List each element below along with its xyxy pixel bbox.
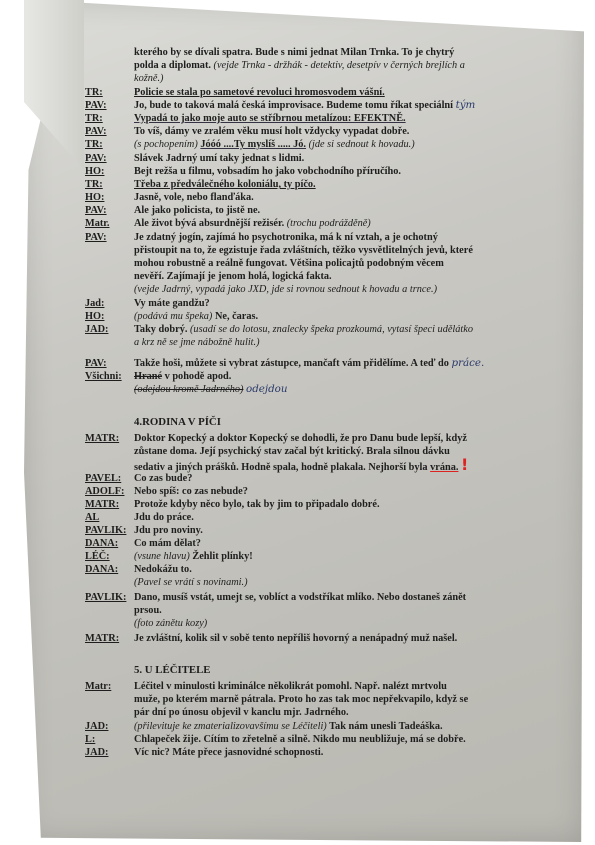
stage-direction: (s pochopením) xyxy=(134,139,198,150)
dialog-text: Ale život bývá absurdnější režisér. xyxy=(134,218,285,229)
intro-direction-1: (vejde Trnka - držhák - detektiv, desetpív v černých brejlích a xyxy=(213,60,465,71)
dialog-line xyxy=(85,537,509,550)
dialog-text: Nedokážu to. xyxy=(134,564,192,575)
dialog-line xyxy=(85,86,509,99)
dialog-text: Bejt režša u filmu, vobsadím ho jako vobchodního příručího. xyxy=(134,166,401,177)
dialog-continuation: muže, po kterém marně pátrala. Proto ho zas tak moc nepřekvapilo, když se xyxy=(134,694,469,705)
stage-direction: (vejde Jadrný, vypadá jako JXD, jde si rovnou sednout k hovadu a trnce.) xyxy=(134,284,437,295)
underlined-word: vrána. xyxy=(430,462,459,473)
dialog-line xyxy=(85,733,509,746)
dialog-continuation: mohou robustně a reálně fungovat. Většina policajtů podobným věcem xyxy=(134,258,444,269)
dialog-text: Tak nám unesli Tadeáška. xyxy=(329,721,443,732)
dialog-text: Taky dobrý. xyxy=(134,324,188,335)
speaker-label: TR: xyxy=(85,113,103,124)
dialog-text: Víc nic? Máte přece jasnovidné schopnosti. xyxy=(134,747,324,758)
dialog-line xyxy=(85,191,509,204)
dialog-line xyxy=(85,178,509,191)
dialog-line xyxy=(85,591,509,604)
speaker-label: PAV: xyxy=(85,126,107,137)
dialog-text: Jdu do práce. xyxy=(134,512,194,523)
dialog-text: Je zvláštní, kolik sil v sobě tento nepříliš hovorný a nenápadný muž našel. xyxy=(134,633,458,644)
dialog-continuation: zůstane doma. Její psychický stav začal být kritický. Brala silnou dávku xyxy=(134,446,450,457)
speaker-label: PAV: xyxy=(85,232,107,243)
speaker-label: TR: xyxy=(85,87,103,98)
dialog-text: To víš, dámy ve zralém věku musí holt vždycky vypadat dobře. xyxy=(134,126,410,137)
speaker-label: TR: xyxy=(85,179,103,190)
dialog-line xyxy=(85,99,509,112)
intro-line-3 xyxy=(134,72,509,85)
intro-text-2: polda a diplomat. xyxy=(134,60,211,71)
speaker-label: Matr: xyxy=(85,681,112,692)
speaker-label: HO: xyxy=(85,166,105,177)
dialog-line xyxy=(85,112,509,125)
speaker-label: PAVLIK: xyxy=(85,525,127,536)
intro-line-2 xyxy=(134,59,509,72)
dialog-line xyxy=(85,204,509,217)
dialog-text: Jasně, vole, nebo flanďáka. xyxy=(134,192,254,203)
intro-direction-2: kožně.) xyxy=(134,73,164,84)
speaker-label: DANA: xyxy=(85,538,119,549)
speaker-label: Matr. xyxy=(85,218,110,229)
dialog-line xyxy=(85,125,509,138)
speaker-label: PAV: xyxy=(85,358,107,369)
stage-direction: (Pavel se vrátí s novinami.) xyxy=(134,577,248,588)
dialog-text: Vy máte gandžu? xyxy=(134,298,210,309)
dialog-text: Policie se stala po sametové revoluci hromosvodem vášní. xyxy=(134,87,385,98)
speaker-label: PAV: xyxy=(85,205,107,216)
dialog-line xyxy=(85,550,509,563)
dialog-continuation: pár dní po únosu objevil v kanclu mjr. Jadrného. xyxy=(134,707,349,718)
speaker-label: Všichni: xyxy=(85,371,122,382)
dialog-line xyxy=(85,746,509,759)
dialog-text: Ne, čaras. xyxy=(214,311,259,322)
dialog-text: Co zas bude? xyxy=(134,473,193,484)
dialog-line xyxy=(85,720,509,733)
dialog-line xyxy=(85,563,509,576)
intro-text-1: kterého by se dívali spatra. Bude s nimi jednat Milan Trnka. To je chytrý xyxy=(134,47,455,58)
speaker-label: JAD: xyxy=(85,747,109,758)
dialog-continuation: přistoupit na to, že egzistuje řada zvláštních, těžko vysvětlitelných jevů, které xyxy=(134,245,473,256)
speaker-label: TR: xyxy=(85,139,103,150)
dialog-line xyxy=(85,680,509,693)
stage-direction: (vsune hlavu) xyxy=(134,551,190,562)
stage-direction: (jde si sednout k hovadu.) xyxy=(308,139,415,150)
dialog-text: Takže hoši, můžete si vybrat zástupce, mančaft vám přidělíme. A teď do xyxy=(134,358,449,369)
speaker-label: MATR: xyxy=(85,499,120,510)
intro-line-1 xyxy=(134,46,509,59)
handwritten-note: odejdou xyxy=(246,383,288,395)
speaker-label: MATR: xyxy=(85,433,120,444)
handwritten-note: tým xyxy=(455,99,476,111)
speaker-label: HO: xyxy=(85,192,105,203)
dialog-text: Chlapeček žije. Cítím to zřetelně a silně. Nikdo mu neubližuje, má se dobře. xyxy=(134,734,466,745)
speaker-label: JAD: xyxy=(85,324,109,335)
dialog-line xyxy=(85,217,509,230)
stage-direction: a krz ně se jme nábožně hulit.) xyxy=(134,337,260,348)
stage-direction: (foto zánětu kozy) xyxy=(134,618,208,629)
speaker-label: PAVEL: xyxy=(85,473,122,484)
stage-direction: (trochu podrážděně) xyxy=(286,218,371,229)
speaker-label: ADOLF: xyxy=(85,486,125,497)
dialog-continuation: sedativ a jiných prášků. Hodně spala, hodně plakala. Nejhorší byla xyxy=(134,462,428,473)
section-heading: 4.RODINA V PÍČI xyxy=(134,416,221,428)
struck-direction: (odejdou kromě Jadrného) xyxy=(134,384,244,395)
dialog-line xyxy=(85,472,509,485)
dialog-line xyxy=(85,524,509,537)
dialog-line xyxy=(85,511,509,524)
dialog-text: Jo, bude to taková malá česká improvisace. Budeme tomu říkat speciální xyxy=(134,100,454,111)
dialog-continuation: prsou. xyxy=(134,605,162,616)
dialog-text: Dano, musíš vstát, umejt se, voblíct a vodstříkat mlíko. Nebo dostaneš zánět xyxy=(134,592,467,603)
dialog-text: Co mám dělat? xyxy=(134,538,201,549)
dialog-line xyxy=(85,632,509,645)
dialog-text: Vypadá to jako moje auto se stříbrnou metalízou: EFEKTNĚ. xyxy=(134,113,406,124)
handwritten-note: práce. xyxy=(451,357,485,369)
speaker-label: PAV: xyxy=(85,153,107,164)
dialog-line xyxy=(85,297,509,310)
dialog-text: Doktor Kopecký a doktor Kopecký se dohodli, že pro Danu bude lepší, když xyxy=(134,433,467,444)
dialog-text: Jdu pro noviny. xyxy=(134,525,203,536)
speaker-label: L: xyxy=(85,734,96,745)
speaker-label: Jad: xyxy=(85,298,105,309)
speaker-label: LÉČ: xyxy=(85,551,110,562)
speaker-label: AL xyxy=(85,512,100,523)
dialog-text: Slávek Jadrný umí taky jednat s lidmi. xyxy=(134,153,305,164)
speaker-label: DANA: xyxy=(85,564,119,575)
dialog-text: Je zdatný jogín, zajímá ho psychotronika, má k ní vztah, a je ochotný xyxy=(134,232,438,243)
dialog-text: Nebo spíš: co zas nebude? xyxy=(134,486,248,497)
dialog-line xyxy=(85,165,509,178)
speaker-label: HO: xyxy=(85,311,105,322)
dialog-text: Protože kdyby něco bylo, tak by jim to připadalo dobré. xyxy=(134,499,380,510)
stage-direction: (přilevituje ke zmaterializovavšímu se Léčiteli) xyxy=(134,721,327,732)
dialog-text: Třeba z předválečného koloniálu, ty píčo. xyxy=(134,179,316,190)
dialog-line xyxy=(85,231,509,244)
exclamation-mark-icon: ! xyxy=(461,455,469,474)
dialog-continuation: nevěří. Zajímají je jenom holá, logická fakta. xyxy=(134,271,332,282)
speaker-label: MATR: xyxy=(85,633,120,644)
dialog-text: Léčitel v minulosti kriminálce několikrát pomohl. Např. nalézt mrtvolu xyxy=(134,681,447,692)
dialog-line xyxy=(85,323,509,336)
dialog-line xyxy=(85,498,509,511)
speaker-label: PAVLIK: xyxy=(85,592,127,603)
stage-direction: (podává mu špeka) xyxy=(134,311,213,322)
struck-word: Hrané xyxy=(134,371,163,382)
dialog-line xyxy=(85,357,509,370)
speaker-label: JAD: xyxy=(85,721,109,732)
dialog-text: Žehlit plínky! xyxy=(192,551,253,562)
dialog-line xyxy=(85,310,509,323)
dialog-text: Jóóó ....Ty myslíš ..... Jó. xyxy=(200,139,307,150)
dialog-line xyxy=(85,485,509,498)
speaker-label: PAV: xyxy=(85,100,107,111)
dialog-text: Ale jako policista, to jistě ne. xyxy=(134,205,261,216)
section-heading: 5. U LÉČITELE xyxy=(134,664,211,676)
dialog-line xyxy=(85,138,509,151)
dialog-line xyxy=(85,370,509,383)
stage-direction: (usadí se do lotosu, znalecky špeka prozkoumá, vytasí špeci udělátko xyxy=(190,324,474,335)
dialog-text: v pohodě apod. xyxy=(164,371,232,382)
dialog-line xyxy=(85,432,509,445)
dialog-line xyxy=(85,152,509,165)
